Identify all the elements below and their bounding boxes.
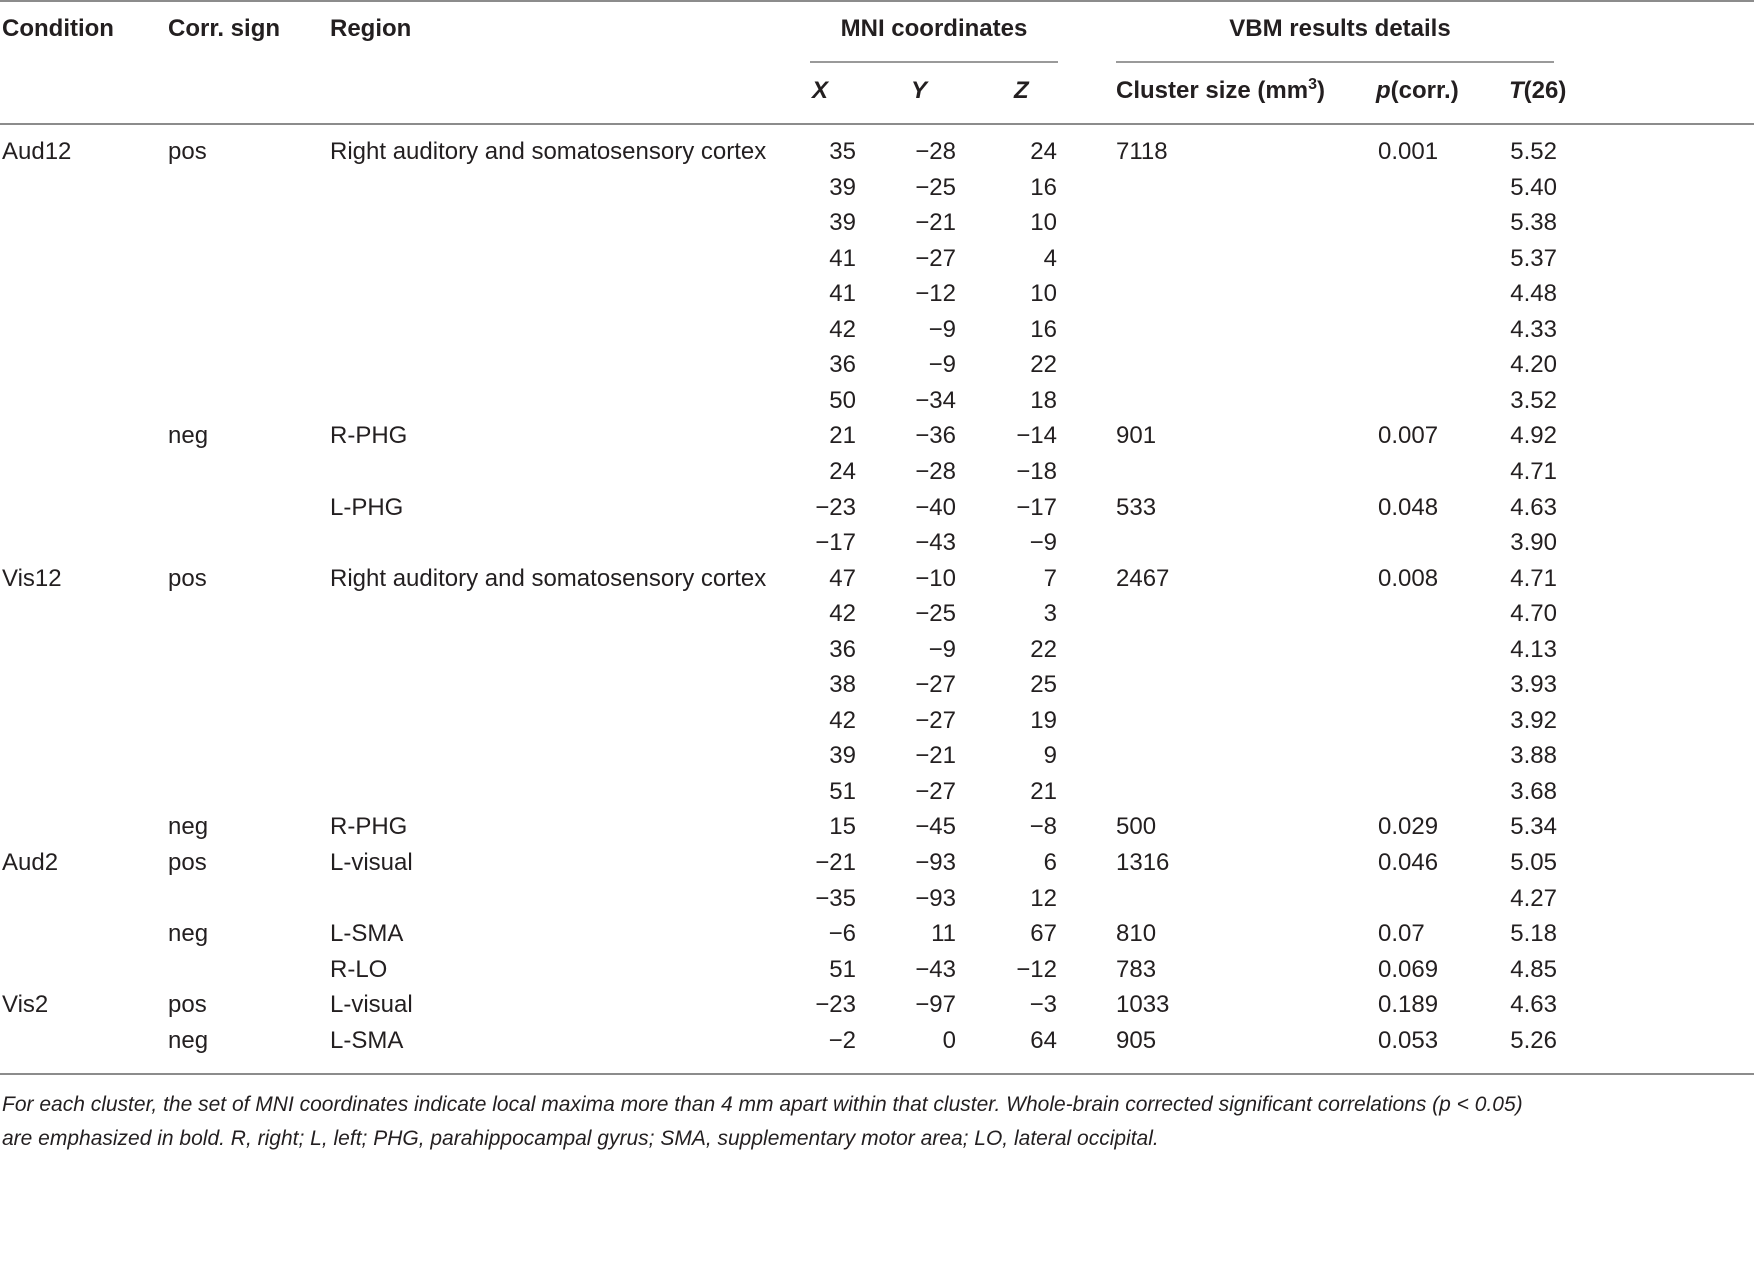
cell-y: −9: [928, 351, 956, 378]
cell-z: −8: [1029, 813, 1057, 840]
cell-t: 4.85: [1510, 956, 1557, 983]
cell-t: 5.05: [1510, 849, 1557, 876]
header-y: Y: [911, 77, 928, 104]
cell-x: 36: [829, 636, 856, 663]
mni-group-rule: [810, 61, 1058, 63]
cell-p: 0.048: [1378, 494, 1439, 521]
cell-x: 50: [829, 387, 856, 414]
cell-z: −12: [1016, 956, 1057, 983]
cell-x: −6: [828, 920, 856, 947]
cell-condition: Vis2: [2, 991, 49, 1018]
cell-t: 3.88: [1510, 742, 1557, 769]
cell-condition: Aud12: [2, 138, 72, 165]
cell-x: 39: [829, 209, 856, 236]
header-t26: [1509, 77, 1566, 105]
header-mni-coordinates: MNI coordinates: [840, 15, 1028, 42]
cell-cluster: 1316: [1116, 849, 1170, 876]
cell-t: 3.68: [1510, 778, 1557, 805]
header-cluster-size-sup: 3: [1308, 76, 1317, 93]
cell-x: 24: [829, 458, 856, 485]
cell-z: 16: [1030, 174, 1057, 201]
cell-y: −25: [915, 600, 956, 627]
cell-sign: neg: [168, 1027, 209, 1054]
cell-t: 4.33: [1510, 316, 1557, 343]
cell-x: 41: [829, 280, 856, 307]
cell-y: −93: [915, 885, 956, 912]
cell-t: 4.48: [1510, 280, 1557, 307]
header-corr-sign: Corr. sign: [168, 15, 281, 42]
cell-sign: pos: [168, 991, 207, 1018]
cell-t: 4.92: [1510, 422, 1557, 449]
header-p-rest: (corr.): [1390, 77, 1459, 104]
cell-x: −23: [815, 494, 856, 521]
header-t-italic: T: [1509, 77, 1524, 104]
cell-z: 22: [1030, 351, 1057, 378]
cell-z: −14: [1016, 422, 1057, 449]
cell-z: 21: [1030, 778, 1057, 805]
cell-x: 47: [829, 565, 856, 592]
header-bottom-rule: [0, 123, 1754, 125]
cell-x: 42: [829, 707, 856, 734]
cell-sign: pos: [168, 138, 207, 165]
cell-region: L-SMA: [330, 920, 404, 947]
header-cluster-size: [1116, 77, 1325, 105]
cell-cluster: 500: [1116, 813, 1157, 840]
cell-x: −17: [815, 529, 856, 556]
cell-sign: pos: [168, 849, 207, 876]
cell-t: 4.71: [1510, 458, 1557, 485]
cell-t: 3.52: [1510, 387, 1557, 414]
cell-sign: neg: [168, 422, 209, 449]
cell-z: 19: [1030, 707, 1057, 734]
cell-cluster: 810: [1116, 920, 1157, 947]
cell-p: 0.029: [1378, 813, 1439, 840]
cell-x: 42: [829, 316, 856, 343]
cell-t: 4.13: [1510, 636, 1557, 663]
cell-y: −9: [928, 316, 956, 343]
cell-y: −27: [915, 245, 956, 272]
header-region: Region: [330, 15, 412, 42]
cell-p: 0.053: [1378, 1027, 1439, 1054]
cell-t: 4.63: [1510, 494, 1557, 521]
cell-z: 6: [1043, 849, 1057, 876]
cell-y: −12: [915, 280, 956, 307]
cell-t: 4.27: [1510, 885, 1557, 912]
cell-z: 9: [1043, 742, 1057, 769]
cell-region: Right auditory and somatosensory cortex: [330, 138, 767, 165]
footnote-line-1: For each cluster, the set of MNI coordinates indicate local maxima more than 4 mm apart within that cluster. Whole-brain corrected significant correlations (p < 0.05): [2, 1093, 1523, 1116]
cell-z: 3: [1043, 600, 1057, 627]
cell-x: 21: [829, 422, 856, 449]
cell-cluster: 7118: [1116, 138, 1168, 165]
cell-z: 10: [1030, 280, 1057, 307]
header-z: Z: [1014, 77, 1029, 104]
cell-cluster: 783: [1116, 956, 1157, 983]
header-cluster-size-suffix: ): [1316, 77, 1325, 104]
cell-y: −43: [915, 956, 956, 983]
cell-y: −93: [915, 849, 956, 876]
cell-x: 15: [829, 813, 856, 840]
cell-region: L-PHG: [330, 494, 404, 521]
cell-z: 4: [1043, 245, 1057, 272]
cell-t: 4.71: [1510, 565, 1557, 592]
cell-region: L-visual: [330, 991, 413, 1018]
cell-y: −27: [915, 671, 956, 698]
cell-y: −97: [915, 991, 956, 1018]
cell-region: R-PHG: [330, 422, 408, 449]
cell-p: 0.07: [1378, 920, 1425, 947]
cell-t: 5.38: [1510, 209, 1557, 236]
table-bottom-rule: [0, 1073, 1754, 1075]
cell-p: 0.001: [1378, 138, 1439, 165]
cell-x: 41: [829, 245, 856, 272]
cell-y: 11: [931, 920, 956, 947]
cell-t: 5.26: [1510, 1027, 1557, 1054]
cell-sign: neg: [168, 813, 209, 840]
cell-y: −34: [915, 387, 956, 414]
header-p-italic: p: [1376, 77, 1391, 104]
cell-x: −23: [815, 991, 856, 1018]
cell-y: −21: [915, 209, 956, 236]
header-p-corr: [1376, 77, 1459, 105]
cell-t: 4.70: [1510, 600, 1557, 627]
cell-y: −27: [915, 778, 956, 805]
cell-x: 35: [829, 138, 856, 165]
cell-t: 5.40: [1510, 174, 1557, 201]
cell-t: 3.92: [1510, 707, 1557, 734]
cell-y: −28: [915, 458, 956, 485]
cell-p: 0.046: [1378, 849, 1439, 876]
cell-cluster: 1033: [1116, 991, 1170, 1018]
cell-z: 67: [1030, 920, 1057, 947]
cell-z: 64: [1030, 1027, 1057, 1054]
header-x: X: [812, 77, 829, 104]
cell-y: −40: [915, 494, 956, 521]
cell-z: 10: [1030, 209, 1057, 236]
cell-t: 3.90: [1510, 529, 1557, 556]
cell-region: L-SMA: [330, 1027, 404, 1054]
cell-t: 5.37: [1510, 245, 1557, 272]
cell-y: −10: [915, 565, 956, 592]
table-top-rule: [0, 0, 1754, 2]
cell-x: 39: [829, 742, 856, 769]
cell-t: 3.93: [1510, 671, 1557, 698]
cell-y: −28: [915, 138, 956, 165]
cell-y: −36: [915, 422, 956, 449]
cell-region: R-PHG: [330, 813, 408, 840]
header-vbm-results-details: VBM results details: [1229, 15, 1451, 42]
cell-x: −21: [815, 849, 856, 876]
cell-y: −9: [928, 636, 956, 663]
cell-x: −35: [815, 885, 856, 912]
cell-cluster: 2467: [1116, 565, 1170, 592]
cell-cluster: 901: [1116, 422, 1157, 449]
footnote-line-2: are emphasized in bold. R, right; L, left; PHG, parahippocampal gyrus; SMA, supplementary motor area; LO, lateral occipital.: [2, 1127, 1159, 1150]
cell-t: 5.18: [1510, 920, 1557, 947]
cell-region: R-LO: [330, 956, 388, 983]
cell-z: 22: [1030, 636, 1057, 663]
vbm-group-rule: [1116, 61, 1554, 63]
header-condition: Condition: [2, 15, 114, 42]
cell-y: −25: [915, 174, 956, 201]
cell-z: 18: [1030, 387, 1057, 414]
cell-y: −21: [915, 742, 956, 769]
cell-z: 7: [1043, 565, 1057, 592]
cell-x: 38: [829, 671, 856, 698]
cell-y: −43: [915, 529, 956, 556]
cell-z: 12: [1030, 885, 1057, 912]
cell-z: 24: [1030, 138, 1057, 165]
cell-t: 5.52: [1510, 138, 1557, 165]
cell-z: −18: [1016, 458, 1057, 485]
cell-region: Right auditory and somatosensory cortex: [330, 565, 767, 592]
cell-x: −2: [828, 1027, 856, 1054]
cell-p: 0.007: [1378, 422, 1439, 449]
cell-y: −27: [915, 707, 956, 734]
cell-z: −9: [1029, 529, 1057, 556]
cell-t: 4.63: [1510, 991, 1557, 1018]
cell-t: 5.34: [1510, 813, 1557, 840]
cell-condition: Vis12: [2, 565, 62, 592]
header-cluster-size-prefix: Cluster size (mm: [1116, 77, 1309, 104]
cell-cluster: 905: [1116, 1027, 1157, 1054]
cell-x: 42: [829, 600, 856, 627]
cell-z: 16: [1030, 316, 1057, 343]
cell-z: −3: [1029, 991, 1057, 1018]
cell-p: 0.189: [1378, 991, 1439, 1018]
cell-t: 4.20: [1510, 351, 1557, 378]
cell-x: 51: [829, 956, 856, 983]
cell-sign: neg: [168, 920, 209, 947]
cell-y: 0: [942, 1027, 956, 1054]
cell-z: −17: [1016, 494, 1057, 521]
cell-cluster: 533: [1116, 494, 1157, 521]
cell-x: 36: [829, 351, 856, 378]
header-t-rest: (26): [1523, 77, 1567, 104]
cell-x: 51: [829, 778, 856, 805]
cell-p: 0.008: [1378, 565, 1439, 592]
cell-region: L-visual: [330, 849, 413, 876]
cell-y: −45: [915, 813, 956, 840]
cell-x: 39: [829, 174, 856, 201]
cell-sign: pos: [168, 565, 207, 592]
cell-p: 0.069: [1378, 956, 1439, 983]
cell-condition: Aud2: [2, 849, 59, 876]
cell-z: 25: [1030, 671, 1057, 698]
